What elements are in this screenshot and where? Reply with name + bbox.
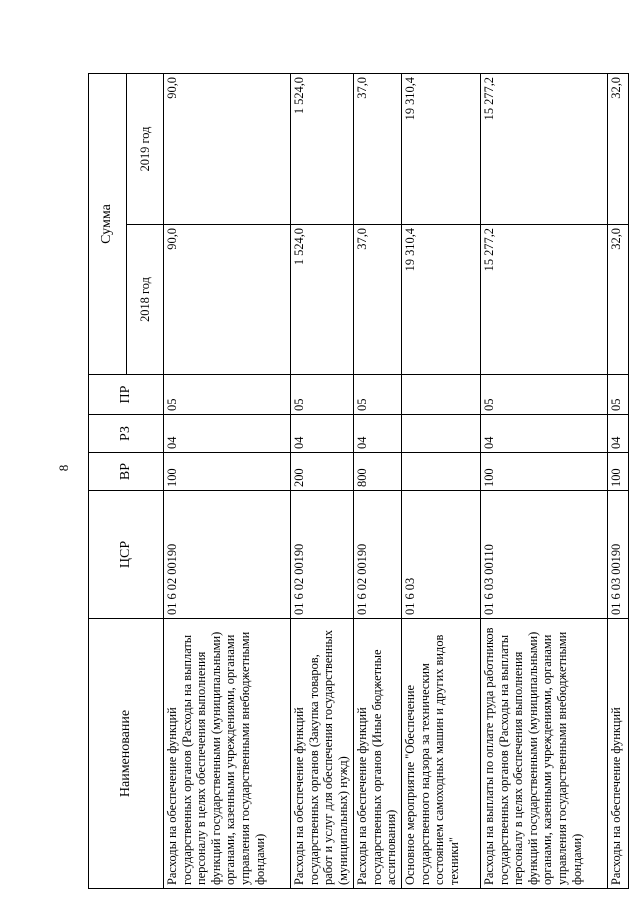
table-row (402, 74, 481, 889)
row-rz: 04 (164, 415, 291, 453)
row-rz (402, 415, 481, 453)
header-row (89, 74, 127, 889)
table-row (354, 74, 402, 889)
row-pr: 05 (354, 375, 402, 415)
header-year-2018: 2018 год (127, 225, 164, 375)
header-csr: ЦСР (89, 491, 164, 619)
row-vr (402, 453, 481, 491)
row-csr: 01 6 02 00190 (291, 491, 354, 619)
row-name: Расходы на обеспечение функций государственных органов (Расходы на выплаты персоналу в целях обеспечения выполнения функций государственными (муниципальными) органами, казенными учреждениями, органами управления государственными внебюджетными фондами) (164, 619, 291, 889)
table-row (291, 74, 354, 889)
row-rz: 04 (354, 415, 402, 453)
row-name: Расходы на обеспечение функций государственных органов (Иные бюджетные ассигнования) (354, 619, 402, 889)
row-pr: 05 (164, 375, 291, 415)
row-csr: 01 6 03 00110 (481, 491, 608, 619)
row-sum-2018: 90,0 (164, 225, 291, 375)
row-vr: 100 (164, 453, 291, 491)
row-rz: 04 (291, 415, 354, 453)
table-row (164, 74, 291, 889)
row-sum-2018: 37,0 (354, 225, 402, 375)
table-row (481, 74, 608, 889)
row-csr: 01 6 03 00190 (608, 491, 629, 619)
row-vr: 100 (481, 453, 608, 491)
row-vr: 800 (354, 453, 402, 491)
budget-table (88, 73, 629, 889)
row-csr: 01 6 02 00190 (164, 491, 291, 619)
row-sum-2019: 1 524,0 (291, 74, 354, 225)
row-pr (402, 375, 481, 415)
row-sum-2019: 90,0 (164, 74, 291, 225)
header-sum: Сумма (89, 74, 127, 375)
row-sum-2019: 19 310,4 (402, 74, 481, 225)
table-row (608, 74, 629, 889)
row-name: Основное мероприятие "Обеспечение государственного надзора за техническим состоянием самоходных машин и других видов техники" (402, 619, 481, 889)
row-csr: 01 6 02 00190 (354, 491, 402, 619)
row-sum-2019: 37,0 (354, 74, 402, 225)
header-name: Наименование (89, 619, 164, 889)
row-vr: 200 (291, 453, 354, 491)
row-pr: 05 (481, 375, 608, 415)
row-pr: 05 (291, 375, 354, 415)
row-pr: 05 (608, 375, 629, 415)
row-name: Расходы на обеспечение функций (608, 619, 629, 889)
rotated-table-container (88, 74, 623, 889)
row-name: Расходы на обеспечение функций государственных органов (Закупка товаров, работ и услуг для обеспечения государственных (муниципальных) нужд) (291, 619, 354, 889)
row-csr: 01 6 03 (402, 491, 481, 619)
page-number: 8 (56, 464, 71, 472)
row-name: Расходы на выплаты по оплате труда работников государственных органов (Расходы на выплаты персоналу в целях обеспечения выполнения функций государственными (муниципальными) органами, казенными учреждениями, органами управления государственными внебюджетными фондами) (481, 619, 608, 889)
row-rz: 04 (608, 415, 629, 453)
row-rz: 04 (481, 415, 608, 453)
header-rz: РЗ (89, 415, 164, 453)
header-vr: ВР (89, 453, 164, 491)
row-sum-2019: 15 277,2 (481, 74, 608, 225)
row-sum-2019: 32,0 (608, 74, 629, 225)
row-vr: 100 (608, 453, 629, 491)
row-sum-2018: 19 310,4 (402, 225, 481, 375)
header-pr: ПР (89, 375, 164, 415)
row-sum-2018: 15 277,2 (481, 225, 608, 375)
row-sum-2018: 1 524,0 (291, 225, 354, 375)
row-sum-2018: 32,0 (608, 225, 629, 375)
header-year-2019: 2019 год (127, 74, 164, 225)
